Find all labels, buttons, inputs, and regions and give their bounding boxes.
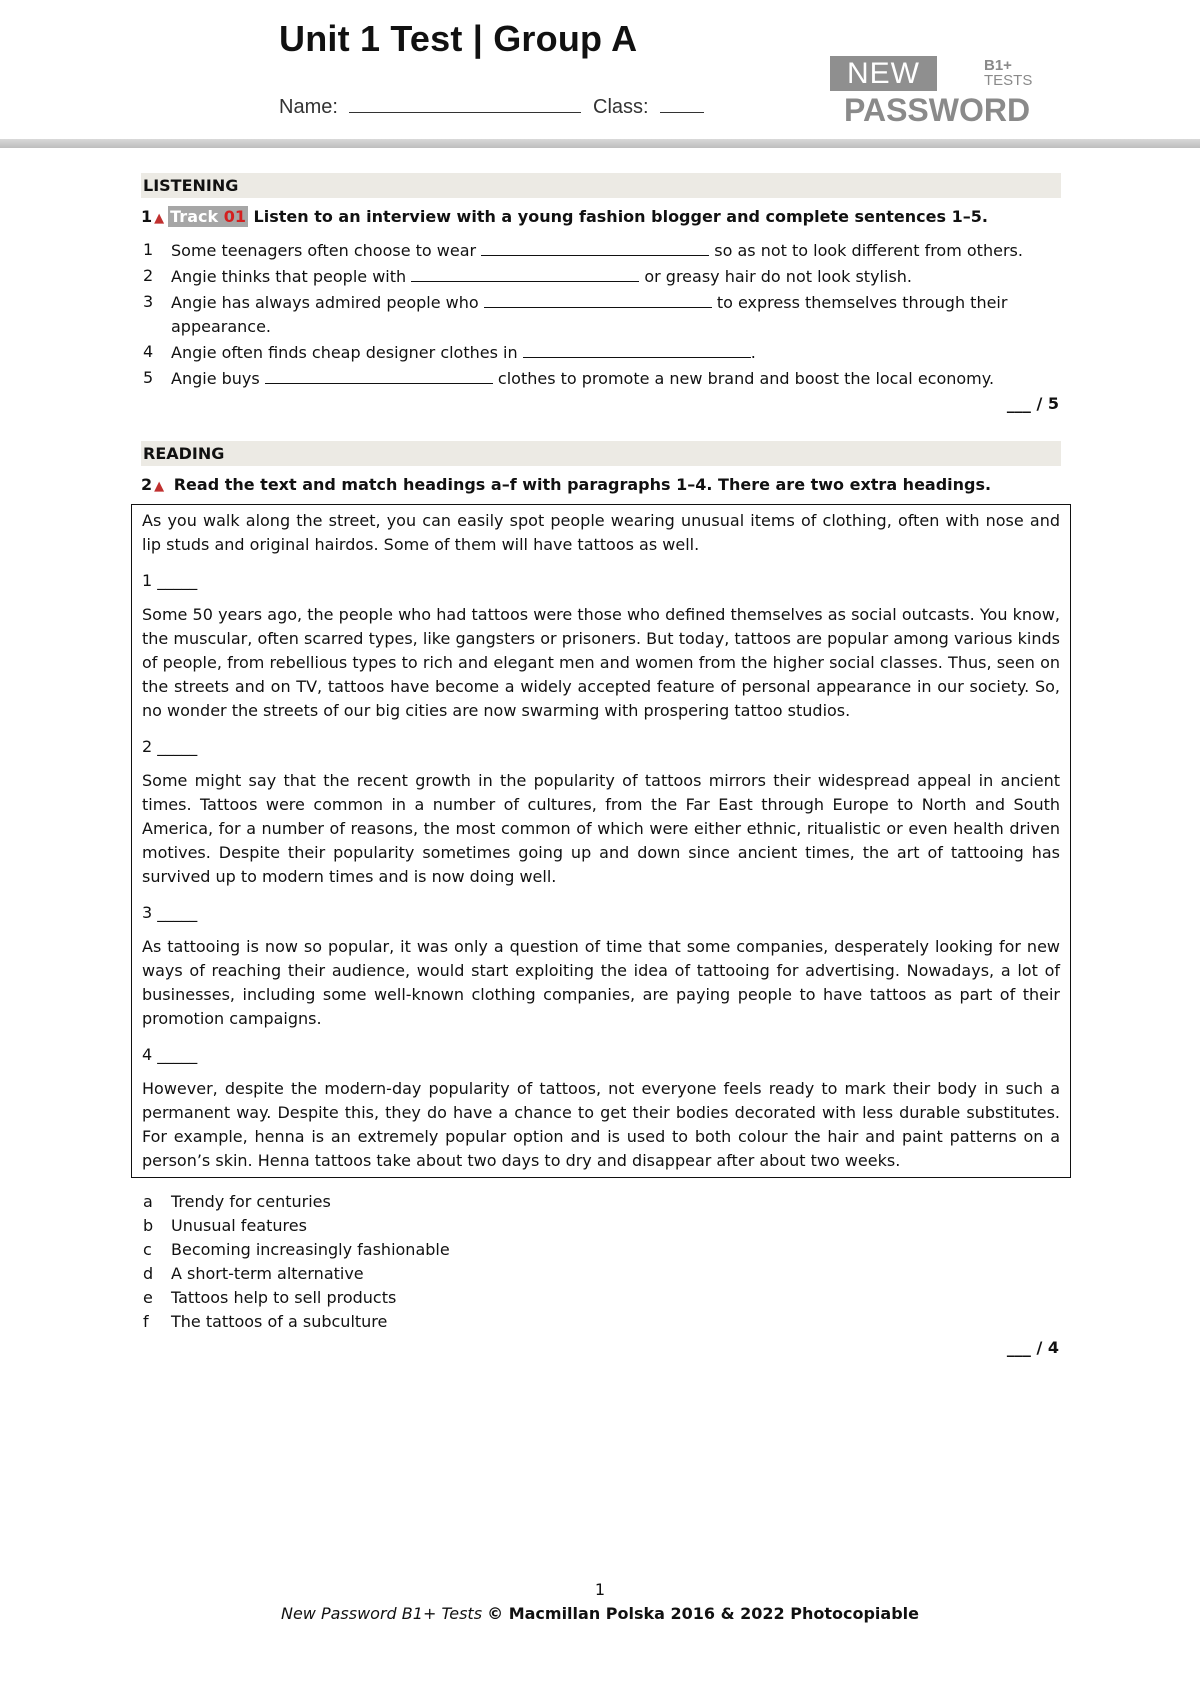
heading-option: [141, 1190, 1061, 1214]
listening-question: [141, 264, 1061, 289]
question-number: 2: [143, 266, 154, 285]
answer-blank[interactable]: [484, 290, 712, 308]
paragraph-gap[interactable]: 2 _____: [142, 737, 198, 756]
heading-option: [141, 1310, 1061, 1334]
heading-letter: b: [143, 1216, 154, 1235]
listening-task: [141, 204, 1061, 230]
listening-section-heading: LISTENING: [141, 173, 1061, 198]
reading-intro: As you walk along the street, you can easily spot people wearing unusual items of clothing, often with nose and lip studs and original hairdos. Some of them will have tattoos as well.: [142, 511, 1060, 554]
class-field[interactable]: [660, 96, 704, 113]
footer-copyright: [0, 1604, 1200, 1623]
question-text-before: Angie often finds cheap designer clothes in: [171, 343, 518, 362]
reading-score: ___ / 4: [1006, 1338, 1059, 1357]
footer-book-title: New Password B1+ Tests: [280, 1604, 483, 1623]
page-title: Unit 1 Test | Group A: [279, 18, 638, 59]
question-number: 1: [143, 240, 154, 259]
question-number: 5: [143, 368, 154, 387]
listening-question: [141, 340, 1061, 365]
answer-blank[interactable]: [411, 264, 639, 282]
question-text-before: Angie has always admired people who: [171, 293, 479, 312]
question-text-after: so as not to look different from others.: [714, 241, 1023, 260]
new-password-logo: [830, 56, 1045, 126]
heading-text: Becoming increasingly fashionable: [171, 1240, 450, 1259]
answer-blank[interactable]: [481, 238, 709, 256]
graduation-cap-icon: ▲: [154, 479, 165, 494]
listening-task-number: 1: [141, 207, 153, 226]
test-content: [141, 173, 1061, 1360]
reading-text-box: [131, 504, 1071, 1178]
heading-letter: a: [143, 1192, 153, 1211]
question-text-after: .: [750, 343, 756, 362]
reading-paragraph: Some 50 years ago, the people who had tattoos were those who defined themselves as social outcasts. You know, the muscular, often scarred types, like gangsters or prisoners. But today, tattoos are popular among various kinds of people, from rebellious types to rich and elegant men and women from the higher social classes. Thus, seen on the streets and on TV, tattoos have become a widely accepted feature of personal appearance in our society. So, no wonder the streets of our big cities are now swarming with prospering tattoo studios.: [142, 605, 1060, 720]
logo-level: B1+: [984, 57, 1012, 74]
heading-letter: d: [143, 1264, 154, 1283]
footer-copyright-text: © Macmillan Polska 2016 & 2022 Photocopiable: [487, 1604, 919, 1623]
header-divider: [0, 139, 1200, 148]
reading-task-number: 2: [141, 475, 153, 494]
question-text-after: to express themselves through their appearance.: [171, 293, 1008, 336]
paragraph-gap[interactable]: 3 _____: [142, 903, 198, 922]
question-text-after: clothes to promote a new brand and boost the local economy.: [497, 369, 995, 388]
answer-blank[interactable]: [265, 366, 493, 384]
paragraph-gap[interactable]: 1 _____: [142, 571, 198, 590]
question-number: 3: [143, 292, 154, 311]
logo-tests: TESTS: [984, 72, 1033, 89]
heading-letter: e: [143, 1288, 153, 1307]
headings-list: [141, 1190, 1061, 1334]
paragraph-gap[interactable]: 4 _____: [142, 1045, 198, 1064]
question-number: 4: [143, 342, 154, 361]
track-badge[interactable]: [168, 206, 248, 227]
question-text-after: or greasy hair do not look stylish.: [644, 267, 912, 286]
heading-option: [141, 1286, 1061, 1310]
reading-task: [141, 472, 1061, 498]
question-text-before: Angie buys: [171, 369, 260, 388]
listening-questions: [141, 238, 1061, 391]
class-label: Class:: [593, 96, 649, 118]
reading-paragraph: As tattooing is now so popular, it was only a question of time that some companies, desperately looking for new ways of reaching their audience, would start exploiting the idea of tattooing for advertising. Nowadays, a lot of businesses, including some well-known clothing companies, are paying people to have tattoos as part of their promotion campaigns.: [142, 937, 1060, 1028]
name-class-fields: [279, 96, 704, 119]
heading-option: [141, 1262, 1061, 1286]
reading-paragraph: However, despite the modern-day popularity of tattoos, not everyone feels ready to mark their body in such a permanent way. Despite this, they do have a chance to get their bodies decorated with less durable substitutes. For example, henna is an extremely popular option and is used to both colour the hair and paint patterns on a person’s skin. Henna tattoos take about two days to dry and disappear after about two weeks.: [142, 1079, 1060, 1170]
page-number: 1: [594, 1580, 606, 1599]
reading-section-heading: READING: [141, 441, 1061, 466]
heading-text: Trendy for centuries: [171, 1192, 331, 1211]
track-number: 01: [223, 207, 246, 226]
listening-instruction: Listen to an interview with a young fashion blogger and complete sentences 1–5.: [253, 207, 988, 226]
heading-text: The tattoos of a subculture: [171, 1312, 388, 1331]
heading-text: A short-term alternative: [171, 1264, 364, 1283]
listening-question: [141, 366, 1061, 391]
name-field[interactable]: [349, 96, 581, 113]
heading-letter: f: [143, 1312, 149, 1331]
listening-score: ___ / 5: [1006, 394, 1059, 413]
listening-question: [141, 238, 1061, 263]
heading-text: Unusual features: [171, 1216, 307, 1235]
heading-text: Tattoos help to sell products: [171, 1288, 397, 1307]
name-label: Name:: [279, 96, 338, 118]
reading-instruction: Read the text and match headings a–f with paragraphs 1–4. There are two extra headings.: [173, 475, 992, 494]
listening-question: [141, 290, 1061, 339]
heading-option: [141, 1238, 1061, 1262]
reading-paragraph: Some might say that the recent growth in the popularity of tattoos mirrors their widespread appeal in ancient times. Tattoos were common in a number of cultures, from the Far East through Europe to North and South America, for a number of reasons, the most common of which were either ethnic, ritualistic or even health driven motives. Despite their popularity sometimes going up and down since ancient times, the art of tattooing has survived up to modern times and is now doing well.: [142, 771, 1060, 886]
logo-new: NEW: [830, 56, 937, 91]
track-label: Track: [170, 207, 219, 226]
logo-password: PASSWORD: [844, 92, 1031, 128]
heading-option: [141, 1214, 1061, 1238]
graduation-cap-icon: ▲: [154, 211, 165, 226]
question-text-before: Some teenagers often choose to wear: [171, 241, 477, 260]
question-text-before: Angie thinks that people with: [171, 267, 407, 286]
answer-blank[interactable]: [523, 340, 751, 358]
heading-letter: c: [143, 1240, 152, 1259]
